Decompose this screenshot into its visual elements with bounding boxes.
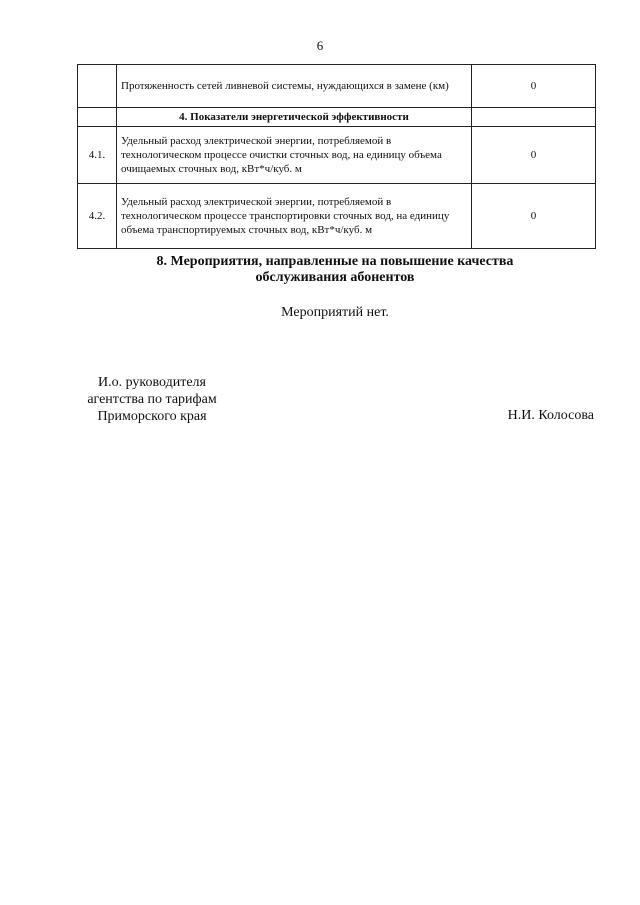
indicators-table: [77, 64, 596, 249]
row-description: Удельный расход электрической энергии, потребляемой в технологическом процессе очистки сточных вод, на единицу объема очищаемых сточных вод, кВт*ч/куб. м: [117, 127, 472, 184]
signatory-title: [72, 374, 232, 425]
signatory-name: Н.И. Колосова: [507, 408, 594, 423]
row-description: Удельный расход электрической энергии, потребляемой в технологическом процессе транспортировки сточных вод, на единицу объема транспортируемых сточных вод, кВт*ч/куб. м: [117, 184, 472, 249]
row-description: Протяженность сетей ливневой системы, нуждающихся в замене (км): [117, 65, 472, 108]
section-heading: [60, 254, 610, 286]
row-value: 0: [472, 65, 596, 108]
table-row: [78, 127, 596, 184]
signatory-title-line3: Приморского края: [97, 409, 207, 424]
page-number: 6: [316, 38, 324, 53]
section-heading-line1: 8. Мероприятия, направленные на повышение качества: [156, 254, 514, 269]
section-header-text: 4. Показатели энергетической эффективности: [117, 108, 472, 127]
section-heading-line2: обслуживания абонентов: [255, 270, 415, 285]
row-number: 4.1.: [78, 127, 117, 184]
row-value: 0: [472, 127, 596, 184]
signatory-title-line1: И.о. руководителя: [97, 375, 206, 390]
row-value: [472, 108, 596, 127]
signatory-title-line2: агентства по тарифам: [87, 392, 217, 407]
table-row: [78, 184, 596, 249]
section-body-text: Мероприятий нет.: [281, 305, 389, 320]
row-value: 0: [472, 184, 596, 249]
row-number: [78, 108, 117, 127]
table-section-header-row: [78, 108, 596, 127]
row-number: [78, 65, 117, 108]
row-number: 4.2.: [78, 184, 117, 249]
table-row: [78, 65, 596, 108]
